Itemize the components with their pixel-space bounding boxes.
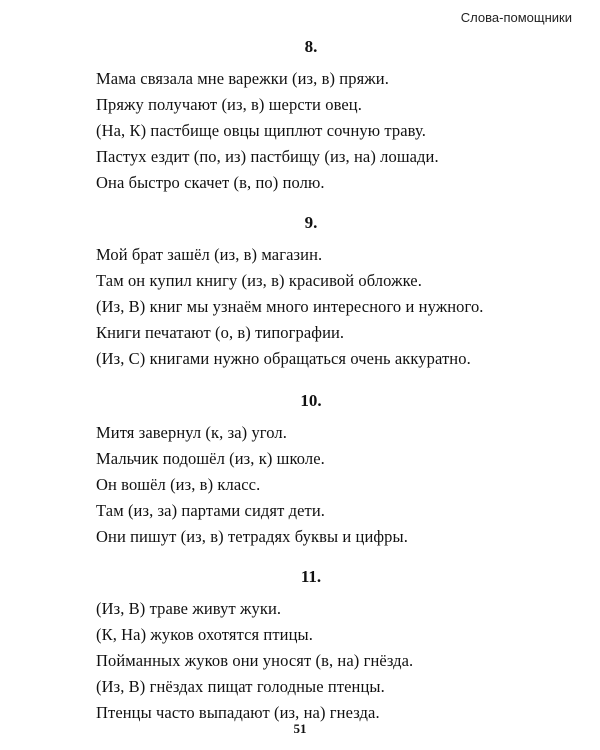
exercise-9 <box>96 212 566 372</box>
sentence-line: Он вошёл (из, в) класс. <box>96 475 261 494</box>
sentence-line: Пастух ездит (по, из) пастбищу (из, на) лошади. <box>96 147 439 166</box>
sentence-line: Птенцы часто выпадают (из, на) гнезда. <box>96 703 380 722</box>
sentence-line: Там он купил книгу (из, в) красивой обложке. <box>96 271 422 290</box>
exercise-8 <box>96 36 566 196</box>
exercise-10 <box>96 390 566 550</box>
exercise-number: 9. <box>304 213 318 232</box>
sentence-line: (Из, В) гнёздах пищат голодные птенцы. <box>96 677 385 696</box>
sentence-line: (Из, В) траве живут жуки. <box>96 599 282 618</box>
sentence-line: (К, На) жуков охотятся птицы. <box>96 625 313 644</box>
sentence-line: Она быстро скачет (в, по) полю. <box>96 173 325 192</box>
sentence-line: (Из, С) книгами нужно обращаться очень аккуратно. <box>96 349 471 368</box>
exercise-number: 8. <box>304 37 318 56</box>
exercise-11 <box>96 566 566 726</box>
running-head-title: Слова-помощники <box>460 10 572 25</box>
sentence-line: Пряжу получают (из, в) шерсти овец. <box>96 95 362 114</box>
sentence-line: Мама связала мне варежки (из, в) пряжи. <box>96 69 389 88</box>
sentence-line: (На, К) пастбище овцы щиплют сочную траву. <box>96 121 426 140</box>
sentence-line: Там (из, за) партами сидят дети. <box>96 501 325 520</box>
exercise-number: 11. <box>300 567 322 586</box>
sentence-line: Мальчик подошёл (из, к) школе. <box>96 449 325 468</box>
page-number: 51 <box>293 721 307 736</box>
sentence-line: (Из, В) книг мы узнаём много интересного и нужного. <box>96 297 484 316</box>
sentence-line: Пойманных жуков они уносят (в, на) гнёзда. <box>96 651 414 670</box>
sentence-line: Они пишут (из, в) тетрадях буквы и цифры. <box>96 527 408 546</box>
exercise-number: 10. <box>300 391 322 410</box>
sentence-line: Книги печатают (о, в) типографии. <box>96 323 345 342</box>
sentence-line: Митя завернул (к, за) угол. <box>96 423 287 442</box>
sentence-line: Мой брат зашёл (из, в) магазин. <box>96 245 323 264</box>
